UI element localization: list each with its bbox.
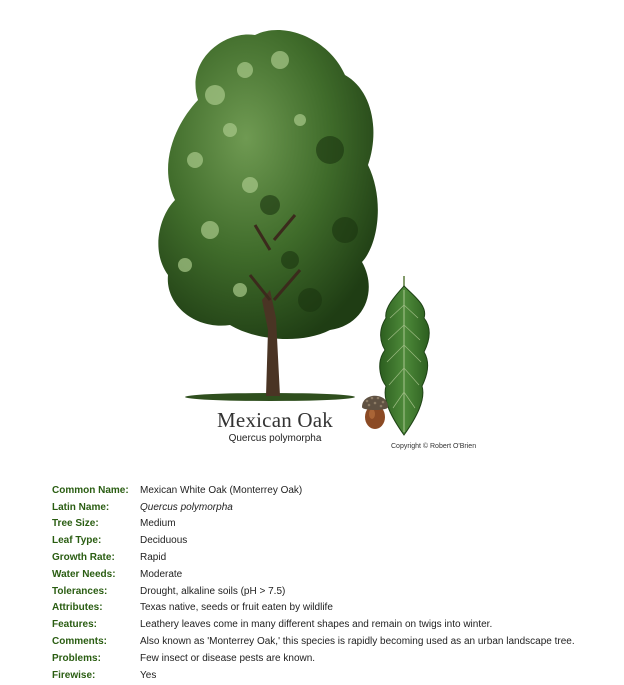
- details-value: Few insect or disease pests are known.: [140, 652, 316, 664]
- details-label: Latin Name:: [52, 501, 110, 513]
- details-row-tolerances: [52, 583, 575, 600]
- details-value: Mexican White Oak (Monterrey Oak): [140, 484, 303, 496]
- details-row-firewise: [52, 667, 575, 684]
- details-value: Drought, alkaline soils (pH > 7.5): [140, 585, 286, 597]
- details-row-tree-size: [52, 516, 575, 533]
- details-row-growth-rate: [52, 549, 575, 566]
- details-row-latin-name: [52, 499, 575, 516]
- details-label: Tolerances:: [52, 585, 108, 597]
- details-row-leaf-type: [52, 532, 575, 549]
- details-value: Rapid: [140, 552, 167, 564]
- details-value: Also known as 'Monterrey Oak,' this species is rapidly becoming used as an urban landscape tree.: [140, 636, 575, 648]
- acorn-drawing: [362, 396, 388, 429]
- details-label: Common Name:: [52, 484, 129, 496]
- details-value: Moderate: [140, 568, 183, 580]
- details-label: Water Needs:: [52, 568, 116, 580]
- tree-details-table: [52, 482, 575, 684]
- details-value: Yes: [140, 669, 157, 681]
- tree-subtitle: Quercus polymorpha: [228, 433, 322, 444]
- leaf-drawing: [380, 276, 430, 435]
- details-label: Attributes:: [52, 602, 103, 614]
- details-label: Comments:: [52, 636, 108, 648]
- details-label: Leaf Type:: [52, 535, 102, 547]
- details-label: Tree Size:: [52, 518, 99, 530]
- details-label: Features:: [52, 619, 98, 631]
- details-value: Leathery leaves come in many different shapes and remain on twigs into winter.: [140, 619, 493, 631]
- details-row-attributes: [52, 600, 575, 617]
- details-label: Problems:: [52, 652, 101, 664]
- tree-title: Mexican Oak: [217, 408, 333, 432]
- details-value: Deciduous: [140, 535, 188, 547]
- details-row-problems: [52, 650, 575, 667]
- copyright-text: Copyright © Robert O'Brien: [391, 443, 477, 450]
- details-row-features: [52, 616, 575, 633]
- details-row-water-needs: [52, 566, 575, 583]
- details-value: Medium: [140, 518, 176, 530]
- details-row-comments: [52, 633, 575, 650]
- details-label: Firewise:: [52, 669, 96, 681]
- details-value: Texas native, seeds or fruit eaten by wildlife: [140, 602, 333, 614]
- details-label: Growth Rate:: [52, 552, 115, 564]
- details-value: Quercus polymorpha: [140, 501, 233, 513]
- details-row-common-name: [52, 482, 575, 499]
